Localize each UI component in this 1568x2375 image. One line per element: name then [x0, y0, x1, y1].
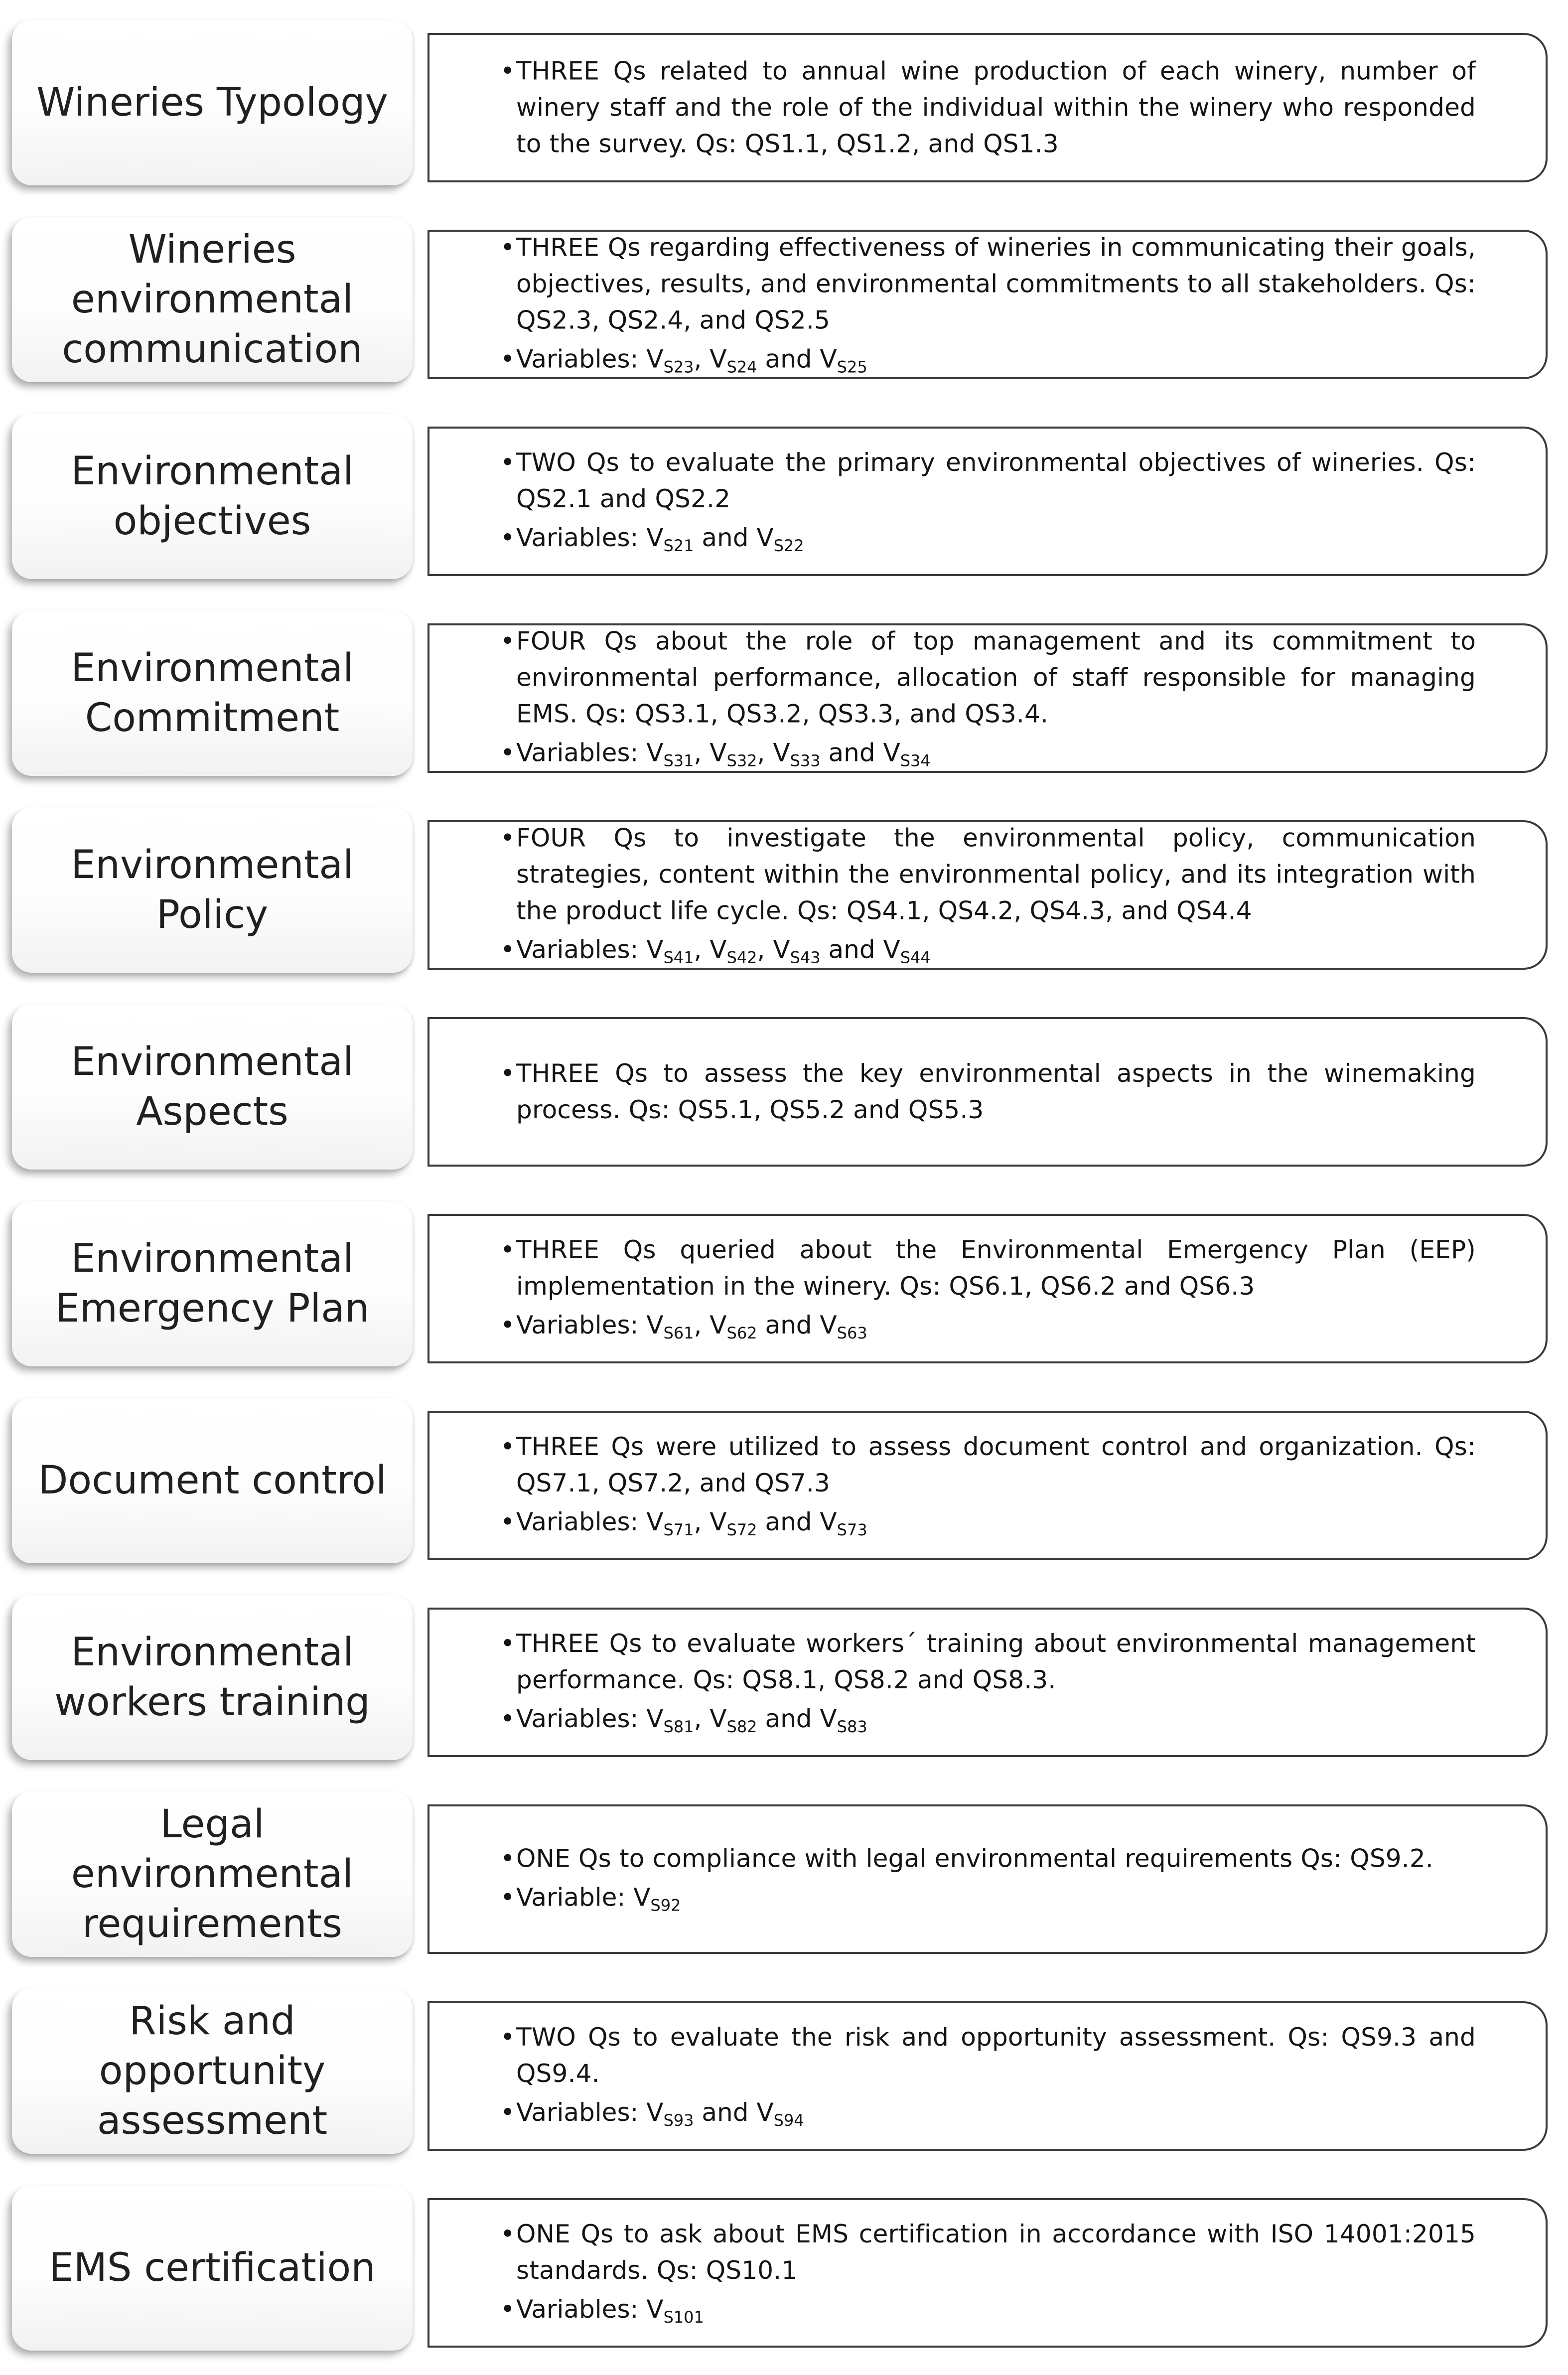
variables-prefix: Variables:: [516, 523, 647, 552]
description-box: [428, 1804, 1548, 1954]
variable-letter: V: [883, 738, 900, 767]
question-description: • TWO Qs to evaluate the primary environmental objectives of wineries. Qs: QS2.1 and QS2.2: [500, 445, 1476, 517]
variable-symbol: [646, 738, 694, 770]
variables-line: • Variables: $V_{S71}$, $V_{S72}$ and $V_{S73}$: [500, 1501, 1476, 1542]
variable-letter: V: [710, 738, 727, 767]
variable-letter: V: [756, 523, 774, 552]
variable-symbol: [710, 344, 757, 377]
category-label-box: [12, 610, 413, 776]
variable-subscript: S43: [790, 948, 821, 967]
category-label-box: [12, 414, 413, 579]
variable-symbol: [773, 738, 821, 770]
variable-symbol: [646, 2295, 704, 2327]
variables-line: [500, 517, 1476, 558]
variable-subscript: S72: [726, 1520, 757, 1539]
category-label-box: [12, 1595, 413, 1760]
description-content: [500, 1841, 1476, 1918]
variable-letter: V: [710, 1704, 727, 1733]
variable-letter: V: [646, 738, 664, 767]
category-label: Legal environmental requirements: [71, 1802, 354, 1946]
conjunction: and: [828, 935, 875, 964]
conjunction: and: [702, 2098, 749, 2127]
variable-symbol: [756, 2098, 804, 2130]
variable-subscript: S81: [663, 1717, 694, 1736]
diagram-row: [0, 1590, 1568, 1764]
description-content: [500, 1626, 1476, 1739]
question-description: • FOUR Qs about the role of top management and its commitment to environmental performance, allocation of staff responsible for managing EMS. Qs: QS3.1, QS3.2, QS3.3, and QS3.4.: [500, 623, 1476, 733]
diagram-row: [0, 1196, 1568, 1370]
diagram-row: [0, 212, 1568, 386]
description-box: [428, 1017, 1548, 1167]
description-content: [500, 2019, 1476, 2133]
variable-subscript: S83: [837, 1717, 867, 1736]
variable-subscript: S44: [900, 948, 931, 967]
variables-line: [500, 2092, 1476, 2133]
category-label: Wineries Typology: [36, 80, 388, 125]
diagram-row: [0, 409, 1568, 583]
variable-symbol: [646, 1311, 694, 1342]
variables-prefix: Variables:: [516, 2295, 647, 2324]
variable-letter: V: [710, 1507, 727, 1536]
variable-subscript: S31: [663, 751, 694, 770]
variable-symbol: [633, 1883, 681, 1915]
question-description: • THREE Qs to assess the key environmental aspects in the winemaking process. Qs: QS5.1, QS5.2 and QS5.3: [500, 1055, 1476, 1128]
variable-letter: V: [820, 1507, 837, 1536]
variables-line: • Variables: $V_{S61}$, $V_{S62}$ and $V_{S63}$: [500, 1305, 1476, 1345]
description-content: [500, 1232, 1476, 1345]
variable-subscript: S24: [726, 357, 757, 377]
variable-symbol: [820, 1704, 867, 1736]
variable-symbol: [646, 2098, 694, 2130]
variable-symbol: [820, 344, 867, 377]
variables-line: • Variables: $V_{S41}$, $V_{S42}$, $V_{S43}$ and $V_{S44}$: [500, 929, 1476, 970]
variable-symbol: [646, 1704, 694, 1736]
description-box: [428, 820, 1548, 970]
conjunction: and: [765, 1311, 812, 1339]
description-box: [428, 427, 1548, 576]
variable-letter: V: [710, 1311, 727, 1339]
variable-letter: V: [646, 935, 664, 964]
question-description: • THREE Qs to evaluate workers´ training about environmental management performance. Qs: QS8.1, QS8.2 and QS8.3.: [500, 1626, 1476, 1698]
variable-subscript: S22: [773, 536, 804, 555]
category-label: Environmental objectives: [71, 449, 354, 544]
question-description: • THREE Qs regarding effectiveness of wineries in communicating their goals, objectives, results, and environmental commitments to all stakeholders. Qs: QS2.3, QS2.4, and QS2.5: [500, 230, 1476, 339]
description-content: [500, 445, 1476, 558]
category-label: Environmental Emergency Plan: [55, 1236, 370, 1331]
description-content: [500, 53, 1476, 162]
diagram-row: [0, 1786, 1568, 1961]
variables-prefix: Variables:: [516, 1311, 647, 1339]
category-label: EMS certification: [49, 2245, 376, 2290]
variable-symbol: [646, 935, 694, 967]
description-box: [428, 2198, 1548, 2348]
category-label-box: [12, 807, 413, 973]
question-description: • THREE Qs queried about the Environmental Emergency Plan (EEP) implementation in the winery. Qs: QS6.1, QS6.2 and QS6.3: [500, 1232, 1476, 1305]
variable-subscript: S63: [837, 1324, 867, 1342]
variable-subscript: S94: [773, 2111, 804, 2130]
variable-letter: V: [646, 1507, 664, 1536]
variable-symbol: [883, 935, 931, 967]
description-box: [428, 1608, 1548, 1757]
variables-line: [500, 2289, 1476, 2330]
category-label-box: [12, 1201, 413, 1366]
variable-letter: V: [773, 935, 790, 964]
category-label-box: [12, 1988, 413, 2154]
category-label: Environmental Commitment: [71, 646, 354, 741]
variable-letter: V: [646, 1704, 664, 1733]
variable-subscript: S101: [663, 2308, 704, 2327]
variable-subscript: S32: [726, 751, 757, 770]
conjunction: and: [702, 523, 749, 552]
question-description: • FOUR Qs to investigate the environmental policy, communication strategies, content within the environmental policy, and its integration with the product life cycle. Qs: QS4.1, QS4.2, QS4.3, and QS4.4: [500, 820, 1476, 929]
variable-letter: V: [820, 344, 837, 374]
variable-symbol: [646, 1507, 694, 1539]
category-label-box: [12, 1004, 413, 1170]
description-content: [500, 820, 1476, 970]
description-content: [500, 230, 1476, 380]
variable-symbol: [710, 738, 757, 770]
category-label: Environmental workers training: [54, 1630, 370, 1725]
category-label: Environmental Aspects: [71, 1039, 354, 1134]
variable-symbol: [710, 935, 757, 967]
category-label: Risk and opportunity assessment: [97, 1999, 328, 2143]
description-box: [428, 2001, 1548, 2151]
variables-line: • Variables: $V_{S23}$, $V_{S24}$ and $V_{S25}$: [500, 339, 1476, 380]
variable-symbol: [883, 738, 931, 770]
diagram-row: [0, 802, 1568, 977]
variable-subscript: S73: [837, 1520, 867, 1539]
variable-letter: V: [883, 935, 900, 964]
variable-letter: V: [756, 2098, 774, 2127]
variable-symbol: [710, 1704, 757, 1736]
description-box: [428, 33, 1548, 182]
category-label-box: [12, 1791, 413, 1957]
variable-subscript: S71: [663, 1520, 694, 1539]
variable-letter: V: [773, 738, 790, 767]
conjunction: and: [765, 1507, 812, 1536]
variable-letter: V: [710, 344, 727, 374]
description-box: [428, 1214, 1548, 1363]
category-label-box: [12, 1398, 413, 1563]
variables-prefix: Variables:: [516, 2098, 647, 2127]
variable-symbol: [710, 1507, 757, 1539]
variable-subscript: S61: [663, 1324, 694, 1342]
variables-prefix: Variable:: [516, 1883, 634, 1912]
conjunction: and: [765, 344, 812, 374]
variable-symbol: [710, 1311, 757, 1342]
diagram-row: [0, 15, 1568, 189]
diagram-row: [0, 999, 1568, 1174]
variable-subscript: S41: [663, 948, 694, 967]
category-label-box: [12, 217, 413, 382]
diagram-row: [0, 1983, 1568, 2158]
variable-symbol: [646, 523, 694, 555]
variables-line: • Variables: $V_{S81}$, $V_{S82}$ and $V_{S83}$: [500, 1698, 1476, 1739]
description-box: [428, 230, 1548, 379]
variable-letter: V: [820, 1311, 837, 1339]
question-description: • ONE Qs to compliance with legal environmental requirements Qs: QS9.2.: [500, 1841, 1476, 1877]
question-description: • ONE Qs to ask about EMS certification in accordance with ISO 14001:2015 standards. Qs: QS10.1: [500, 2216, 1476, 2289]
variable-subscript: S82: [726, 1717, 757, 1736]
variable-subscript: S93: [663, 2111, 694, 2130]
variables-prefix: Variables:: [516, 738, 647, 767]
description-box: [428, 1411, 1548, 1560]
variable-subscript: S23: [663, 357, 694, 377]
variable-letter: V: [646, 2295, 664, 2324]
category-label: Wineries environmental communication: [62, 227, 363, 372]
variable-subscript: S33: [790, 751, 821, 770]
variable-subscript: S42: [726, 948, 757, 967]
variable-letter: V: [646, 523, 664, 552]
diagram-row: [0, 1393, 1568, 1567]
description-content: [500, 1429, 1476, 1542]
category-label: Environmental Policy: [71, 843, 354, 937]
variables-line: [500, 1877, 1476, 1918]
variable-subscript: S62: [726, 1324, 757, 1342]
variables-prefix: Variables:: [516, 935, 647, 964]
variable-symbol: [773, 935, 821, 967]
variable-symbol: [820, 1311, 867, 1342]
conjunction: and: [828, 738, 875, 767]
category-label: Document control: [38, 1458, 387, 1503]
variable-subscript: S21: [663, 536, 694, 555]
variable-letter: V: [633, 1883, 651, 1912]
variable-letter: V: [820, 1704, 837, 1733]
variables-prefix: Variables:: [516, 1507, 647, 1536]
variables-prefix: Variables:: [516, 344, 647, 374]
variable-letter: V: [710, 935, 727, 964]
variable-subscript: S25: [837, 357, 867, 377]
variable-symbol: [646, 344, 694, 377]
variable-letter: V: [646, 1311, 664, 1339]
category-label-box: [12, 2185, 413, 2351]
question-description: • THREE Qs related to annual wine production of each winery, number of winery staff and the role of the individual within the winery who responded to the survey. Qs: QS1.1, QS1.2, and QS1.3: [500, 53, 1476, 162]
category-label-box: [12, 20, 413, 185]
variable-symbol: [820, 1507, 867, 1539]
variable-subscript: S92: [650, 1896, 681, 1915]
variables-prefix: Variables:: [516, 1704, 647, 1733]
conjunction: and: [765, 1704, 812, 1733]
description-box: [428, 623, 1548, 773]
question-description: • THREE Qs were utilized to assess document control and organization. Qs: QS7.1, QS7.2, and QS7.3: [500, 1429, 1476, 1501]
variable-subscript: S34: [900, 751, 931, 770]
description-content: [500, 2216, 1476, 2330]
variable-letter: V: [646, 2098, 664, 2127]
diagram-row: [0, 605, 1568, 780]
description-content: [500, 623, 1476, 773]
description-content: [500, 1055, 1476, 1128]
variables-line: • Variables: $V_{S31}$, $V_{S32}$, $V_{S33}$ and $V_{S34}$: [500, 733, 1476, 773]
question-description: • TWO Qs to evaluate the risk and opportunity assessment. Qs: QS9.3 and QS9.4.: [500, 2019, 1476, 2092]
variable-symbol: [756, 523, 804, 555]
diagram-row: [0, 2180, 1568, 2355]
variable-letter: V: [646, 344, 664, 374]
